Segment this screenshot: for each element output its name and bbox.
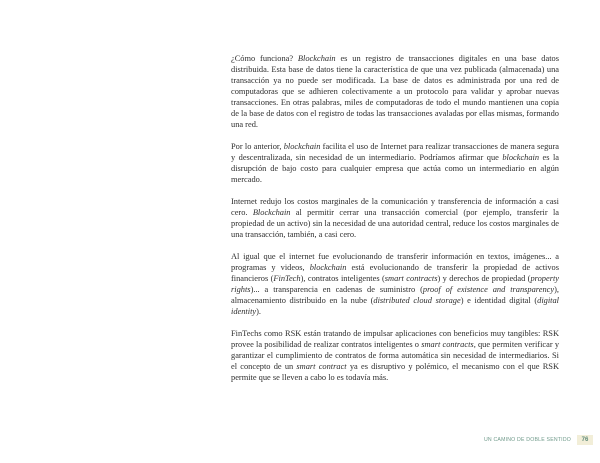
italic-term: Blockchain [297,54,336,63]
text-run: ¿Cómo funciona? [231,54,298,63]
text-run: )... a transparencia en cadenas de suministro ( [250,285,423,294]
text-run: está evolucionando de transferir la propiedad de activos financieros ( [231,263,559,283]
text-run: ) e identidad digital ( [460,296,538,305]
text-run: Por lo anterior, [231,142,284,151]
italic-term: property rights [231,274,560,294]
text-run: ) y derechos de propiedad ( [437,274,531,283]
italic-term: blockchain [309,263,347,272]
text-run: al permitir cerrar una transacción comercial (por ejemplo, transferir la propiedad de un activo) sin la necesidad de una autoridad central, reduce los costos marginales de una transacción, también, a casi cero. [231,208,559,239]
running-footer-title: UN CAMINO DE DOBLE SENTIDO [483,436,571,443]
italic-term: blockchain [283,142,321,151]
text-run: ), almacenamiento distribuido en la nube ( [231,285,559,305]
paragraph [231,141,559,185]
italic-term: distributed cloud storage [373,296,461,305]
italic-term: blockchain [502,153,540,162]
italic-term: smart contracts [384,274,438,283]
body-text [231,53,559,383]
text-run: Al igual que el internet fue evolucionando de transferir información en textos, imágenes... a programas y videos, [231,252,559,272]
text-run: ), contratos inteligentes ( [300,274,385,283]
text-run: , que permiten verificar y garantizar el cumplimiento de contratos de forma automática sin necesidad de intermediarios. Si el concepto de un [231,340,560,371]
paragraph [231,328,559,383]
text-run: es la disrupción de bajo costo para cualquier empresa que actúa como un intermediario en algún mercado. [231,153,559,184]
text-run: es un registro de transacciones digitales en una base datos distribuida. Esta base de datos tiene la característica de que una vez publicada (almacenada) una transacción ya no puede ser modificada. La base de datos es administrada por una red de computadoras que se adhieren colectivamente a un protocolo para validar y aprobar nuevas transacciones. En otras palabras, miles de computadoras de todo el mundo mantienen una copia de la base de datos con el registro de todas las transacciones avaladas por ellas mismas, formando una red. [231,54,559,129]
italic-term: proof of existence and transparency [422,285,555,294]
text-run: Internet redujo los costos marginales de la comunicación y transferencia de información a casi cero. [231,197,559,217]
page-number: 76 [577,435,593,445]
italic-term: digital identity [231,296,559,316]
text-run: facilita el uso de Internet para realizar transacciones de manera segura y descentralizada, sin necesidad de un intermediario. Podríamos afirmar que [231,142,559,162]
paragraph [231,251,559,317]
page-footer [470,433,593,446]
text-run: FinTechs como RSK están tratando de impulsar aplicaciones con beneficios muy tangibles: RSK provee la posibilidad de realizar contratos inteligentes o [231,329,559,349]
text-run: ). [256,307,262,316]
paragraph [231,196,559,240]
text-run: ya es disruptivo y polémico, el mecanismo con el que RSK permite que se lleven a cabo lo es todavía más. [231,362,560,382]
paragraph [231,53,559,130]
italic-term: smart contracts [421,340,474,349]
italic-term: Blockchain [252,208,291,217]
italic-term: smart contract [296,362,347,371]
italic-term: FinTech [273,274,301,283]
